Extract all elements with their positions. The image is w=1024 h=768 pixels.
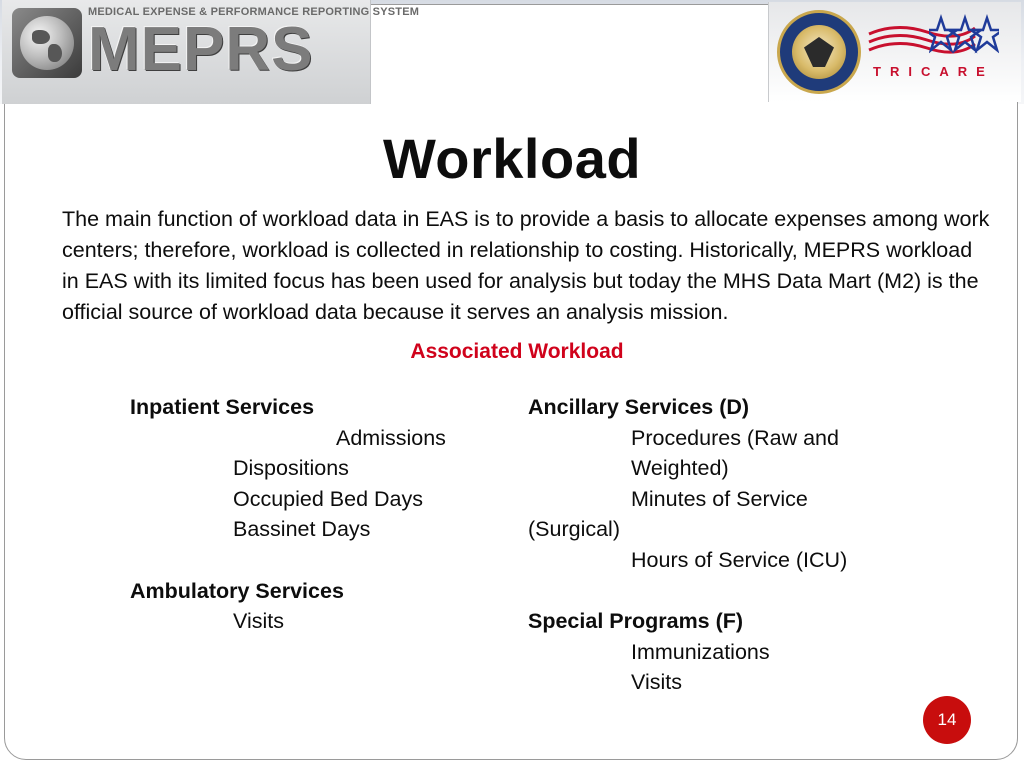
inpatient-heading: Inpatient Services [130,395,315,419]
special-programs-heading: Special Programs (F) [528,609,744,634]
dod-seal-icon [777,10,861,94]
list-item: Weighted) [631,456,729,481]
meprs-logo [2,0,420,104]
list-item: Bassinet Days [233,517,371,542]
list-item: Hours of Service (ICU) [631,547,848,572]
slide-title: Workload [382,127,642,190]
left-column [130,392,510,637]
list-item: Visits [631,670,682,695]
list-item: Immunizations [631,639,770,664]
ambulatory-heading: Ambulatory Services [130,578,344,603]
ancillary-heading: Ancillary Services (D) [528,395,750,419]
list-item: Occupied Bed Days [233,486,424,511]
list-item: Minutes of Service [631,486,808,511]
tricare-logo [768,2,1021,102]
list-item: (Surgical) [528,517,620,542]
right-column [528,392,948,698]
page-number-badge: 14 [923,696,971,744]
list-item: Admissions [336,425,446,450]
list-item: Visits [233,609,284,634]
meprs-tagline: MEDICAL EXPENSE & PERFORMANCE REPORTING SYSTEM [88,6,420,18]
globe-icon [12,8,82,78]
section-heading: Associated Workload [410,340,624,363]
intro-paragraph: The main function of workload data in EAS is to provide a basis to allocate expenses among work centers; therefore, workload is collected in relationship to costing. Historically, MEPRS workload in EAS with its limited focus has been used for analysis but today the MHS Data Mart (M2) is the official source of workload data because it serves an analysis mission. [62,207,990,324]
meprs-wordmark: MEPRS [88,15,314,84]
list-item: Dispositions [233,456,349,481]
list-item: Procedures (Raw and [631,425,839,450]
tricare-wordmark: TRICARE [873,64,994,79]
tricare-stars-icon [929,14,999,58]
